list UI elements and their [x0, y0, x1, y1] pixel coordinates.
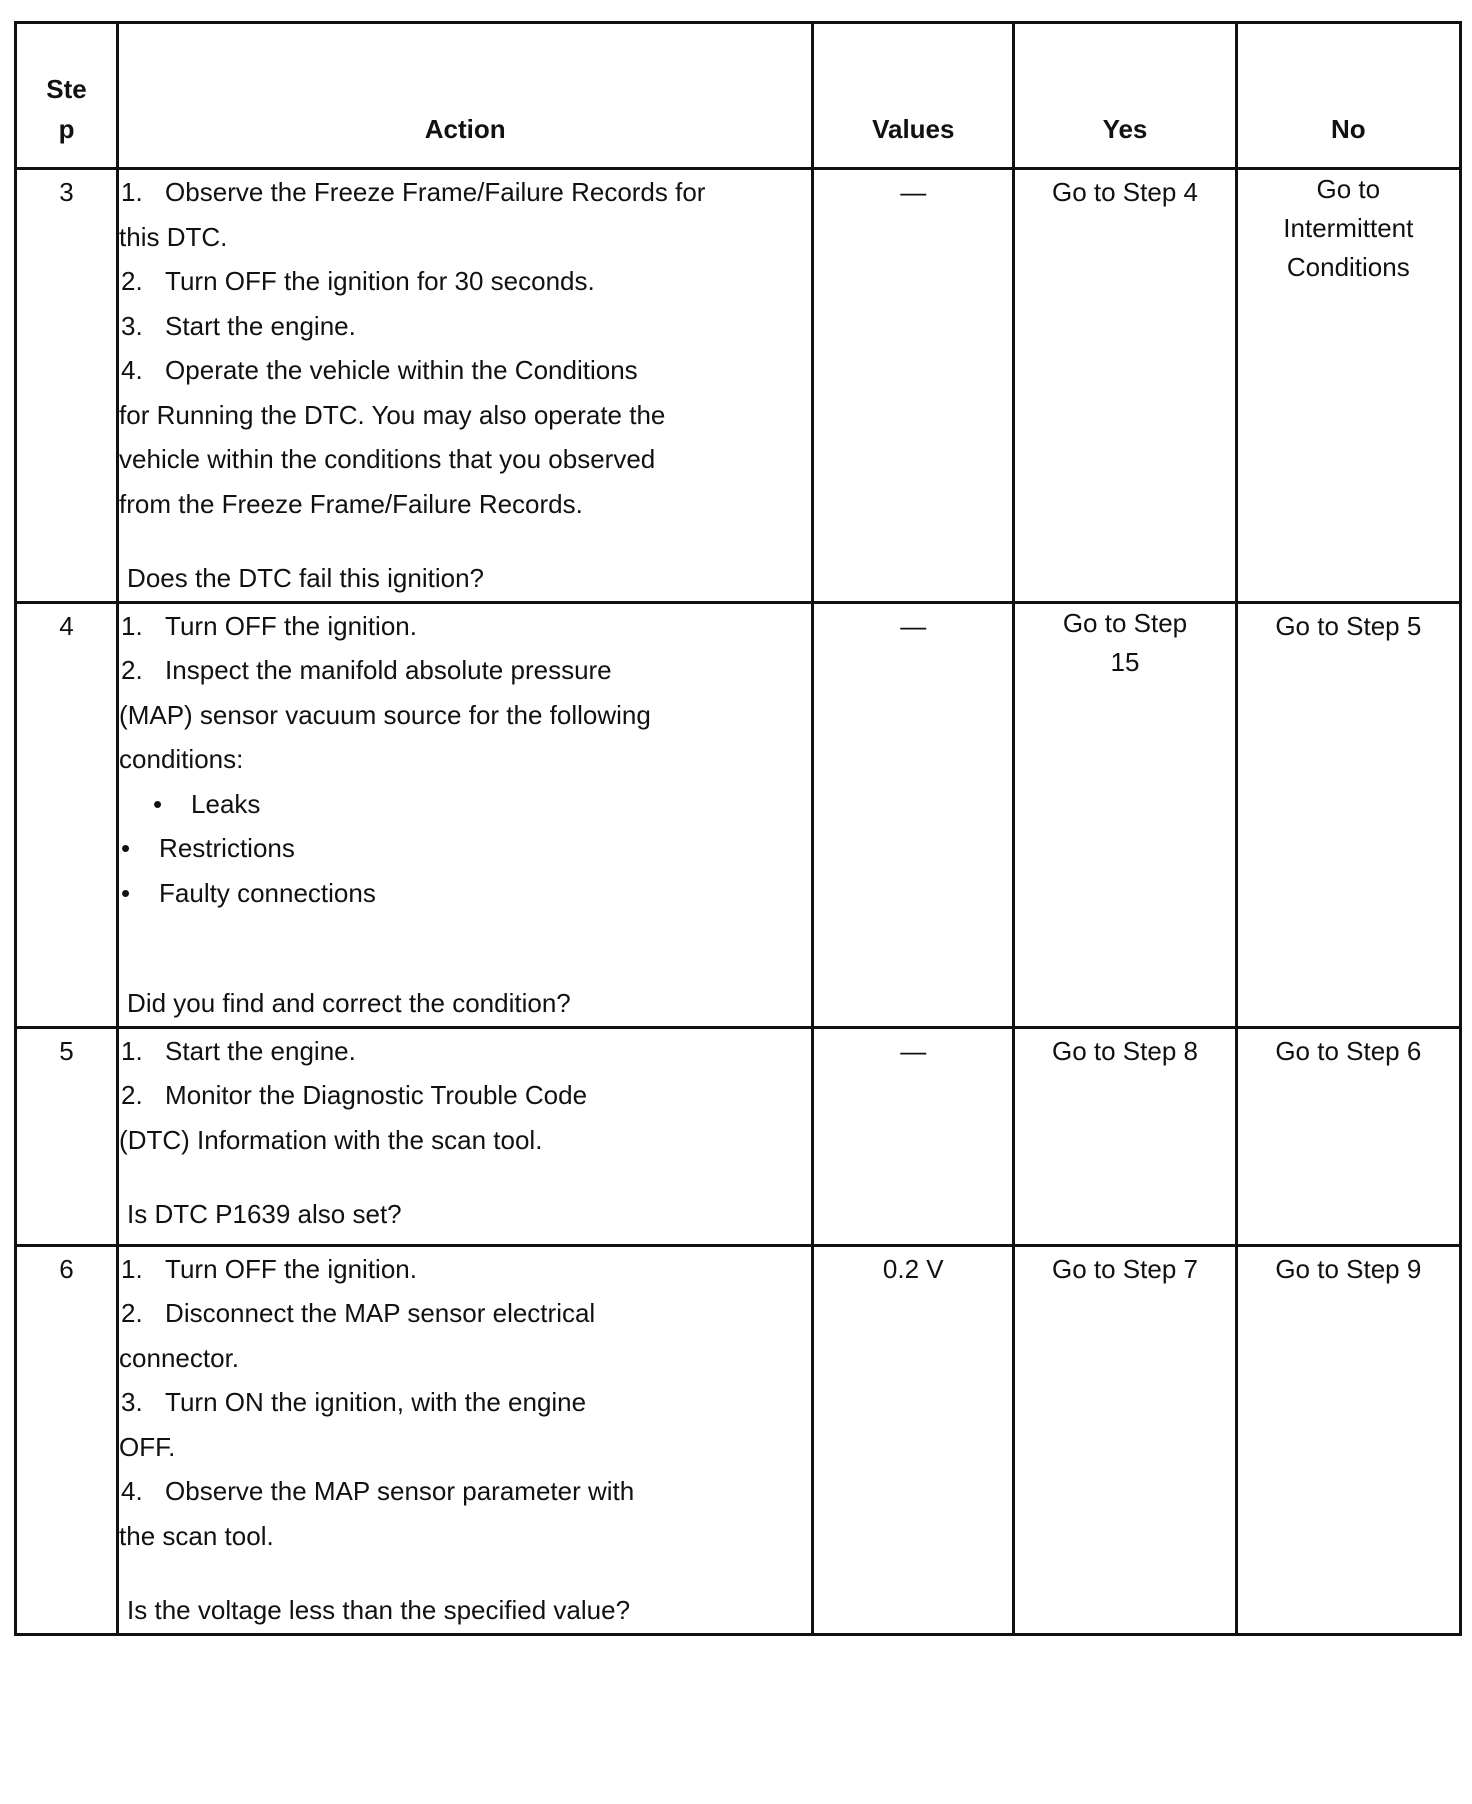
question-text: Is the voltage less than the specified value?: [127, 1595, 631, 1625]
action-text: Turn ON the ignition, with the engine: [165, 1387, 587, 1417]
yes-result-text: Go to Step 15: [1062, 607, 1188, 677]
action-text: Observe the Freeze Frame/Failure Records for: [165, 177, 706, 207]
value-cell: 0.2 V: [813, 1245, 1014, 1634]
action-line: [119, 604, 811, 649]
yes-result: Go to Step 8: [1014, 1027, 1236, 1245]
diagnostic-document: [14, 21, 1462, 1636]
action-number: 1.: [121, 610, 143, 641]
action-number: 2.: [121, 266, 143, 296]
no-result: Go to Step 9: [1236, 1245, 1460, 1634]
bullet-icon: •: [153, 788, 163, 819]
action-line: the scan tool.: [119, 1520, 274, 1551]
table-header-row: [16, 23, 1461, 169]
action-number: 3.: [121, 1387, 143, 1417]
table-row: [16, 602, 1461, 1027]
no-result: Go to Step 6: [1236, 1027, 1460, 1245]
action-number: 2.: [121, 1080, 143, 1110]
action-text: Inspect the manifold absolute pressure: [165, 655, 612, 685]
action-text: Monitor the Diagnostic Trouble Code: [165, 1080, 588, 1110]
action-text: Observe the MAP sensor parameter with: [165, 1476, 635, 1506]
action-line: this DTC.: [119, 221, 228, 252]
action-line: [119, 1291, 811, 1336]
diagnostic-table: [14, 21, 1462, 1636]
question-text: Is DTC P1639 also set?: [127, 1199, 402, 1229]
action-cell: [118, 169, 813, 603]
table-row: [16, 169, 1461, 603]
action-text: Start the engine.: [165, 310, 356, 341]
header-action: Action: [118, 23, 813, 169]
table-row: [16, 1245, 1461, 1634]
action-line: (MAP) sensor vacuum source for the following: [119, 699, 651, 730]
value-cell: —: [813, 169, 1014, 603]
question-text: Does the DTC fail this ignition?: [127, 563, 484, 593]
action-number: 3.: [121, 310, 143, 341]
no-result-text: Go to Intermittent Conditions: [1283, 174, 1414, 282]
action-text: Operate the vehicle within the Conditions: [165, 355, 638, 385]
step-number: 4: [16, 602, 118, 1027]
action-text: Turn OFF the ignition for 30 seconds.: [165, 266, 595, 296]
bullet-item: [119, 871, 811, 916]
bullet-item: [119, 826, 811, 871]
action-text: Turn OFF the ignition.: [165, 1253, 417, 1284]
header-values: Values: [813, 23, 1014, 169]
step-number: 6: [16, 1245, 118, 1634]
header-no: No: [1236, 23, 1460, 169]
action-text: Disconnect the MAP sensor electrical: [165, 1298, 596, 1328]
value-cell: —: [813, 1027, 1014, 1245]
header-yes: Yes: [1014, 23, 1236, 169]
action-line: [119, 1469, 811, 1514]
step-number: 5: [16, 1027, 118, 1245]
action-line: connector.: [119, 1342, 240, 1373]
action-line: for Running the DTC. You may also operate the: [119, 399, 666, 430]
action-line: [119, 348, 811, 393]
action-cell: [118, 602, 813, 1027]
action-line: from the Freeze Frame/Failure Records.: [119, 488, 583, 519]
bullet-icon: •: [121, 877, 131, 908]
action-text: Turn OFF the ignition.: [165, 610, 417, 641]
action-line: [119, 648, 811, 693]
action-cell: [118, 1027, 813, 1245]
bullet-text: Faulty connections: [159, 877, 376, 908]
no-result: [1236, 169, 1460, 603]
value-cell: —: [813, 602, 1014, 1027]
action-number: 4.: [121, 1476, 143, 1506]
action-line: [119, 1029, 811, 1074]
yes-result: Go to Step 7: [1014, 1245, 1236, 1634]
bullet-text: Leaks: [191, 788, 261, 819]
bullet-text: Restrictions: [159, 833, 295, 863]
question-text: Did you find and correct the condition?: [127, 988, 571, 1018]
action-line: [119, 259, 811, 304]
action-number: 1.: [121, 177, 143, 207]
table-row: [16, 1027, 1461, 1245]
yes-result: [1014, 602, 1236, 1027]
action-line: (DTC) Information with the scan tool.: [119, 1124, 543, 1155]
action-line: [119, 1380, 811, 1425]
action-number: 1.: [121, 1035, 143, 1066]
action-line: [119, 304, 811, 349]
bullet-icon: •: [121, 833, 131, 863]
action-line: [119, 1073, 811, 1118]
action-text: Start the engine.: [165, 1035, 356, 1066]
action-cell: [118, 1245, 813, 1634]
action-line: conditions:: [119, 744, 244, 774]
no-result: Go to Step 5: [1236, 602, 1460, 1027]
action-number: 2.: [121, 655, 143, 685]
action-number: 2.: [121, 1298, 143, 1328]
step-number: 3: [16, 169, 118, 603]
action-line: OFF.: [119, 1431, 176, 1462]
action-line: [119, 1247, 811, 1292]
action-line: [119, 170, 811, 215]
yes-result: Go to Step 4: [1014, 169, 1236, 603]
header-step: Step: [16, 23, 118, 169]
action-number: 1.: [121, 1253, 143, 1284]
action-number: 4.: [121, 355, 143, 385]
action-line: vehicle within the conditions that you observed: [119, 444, 656, 474]
bullet-item: [119, 782, 811, 827]
